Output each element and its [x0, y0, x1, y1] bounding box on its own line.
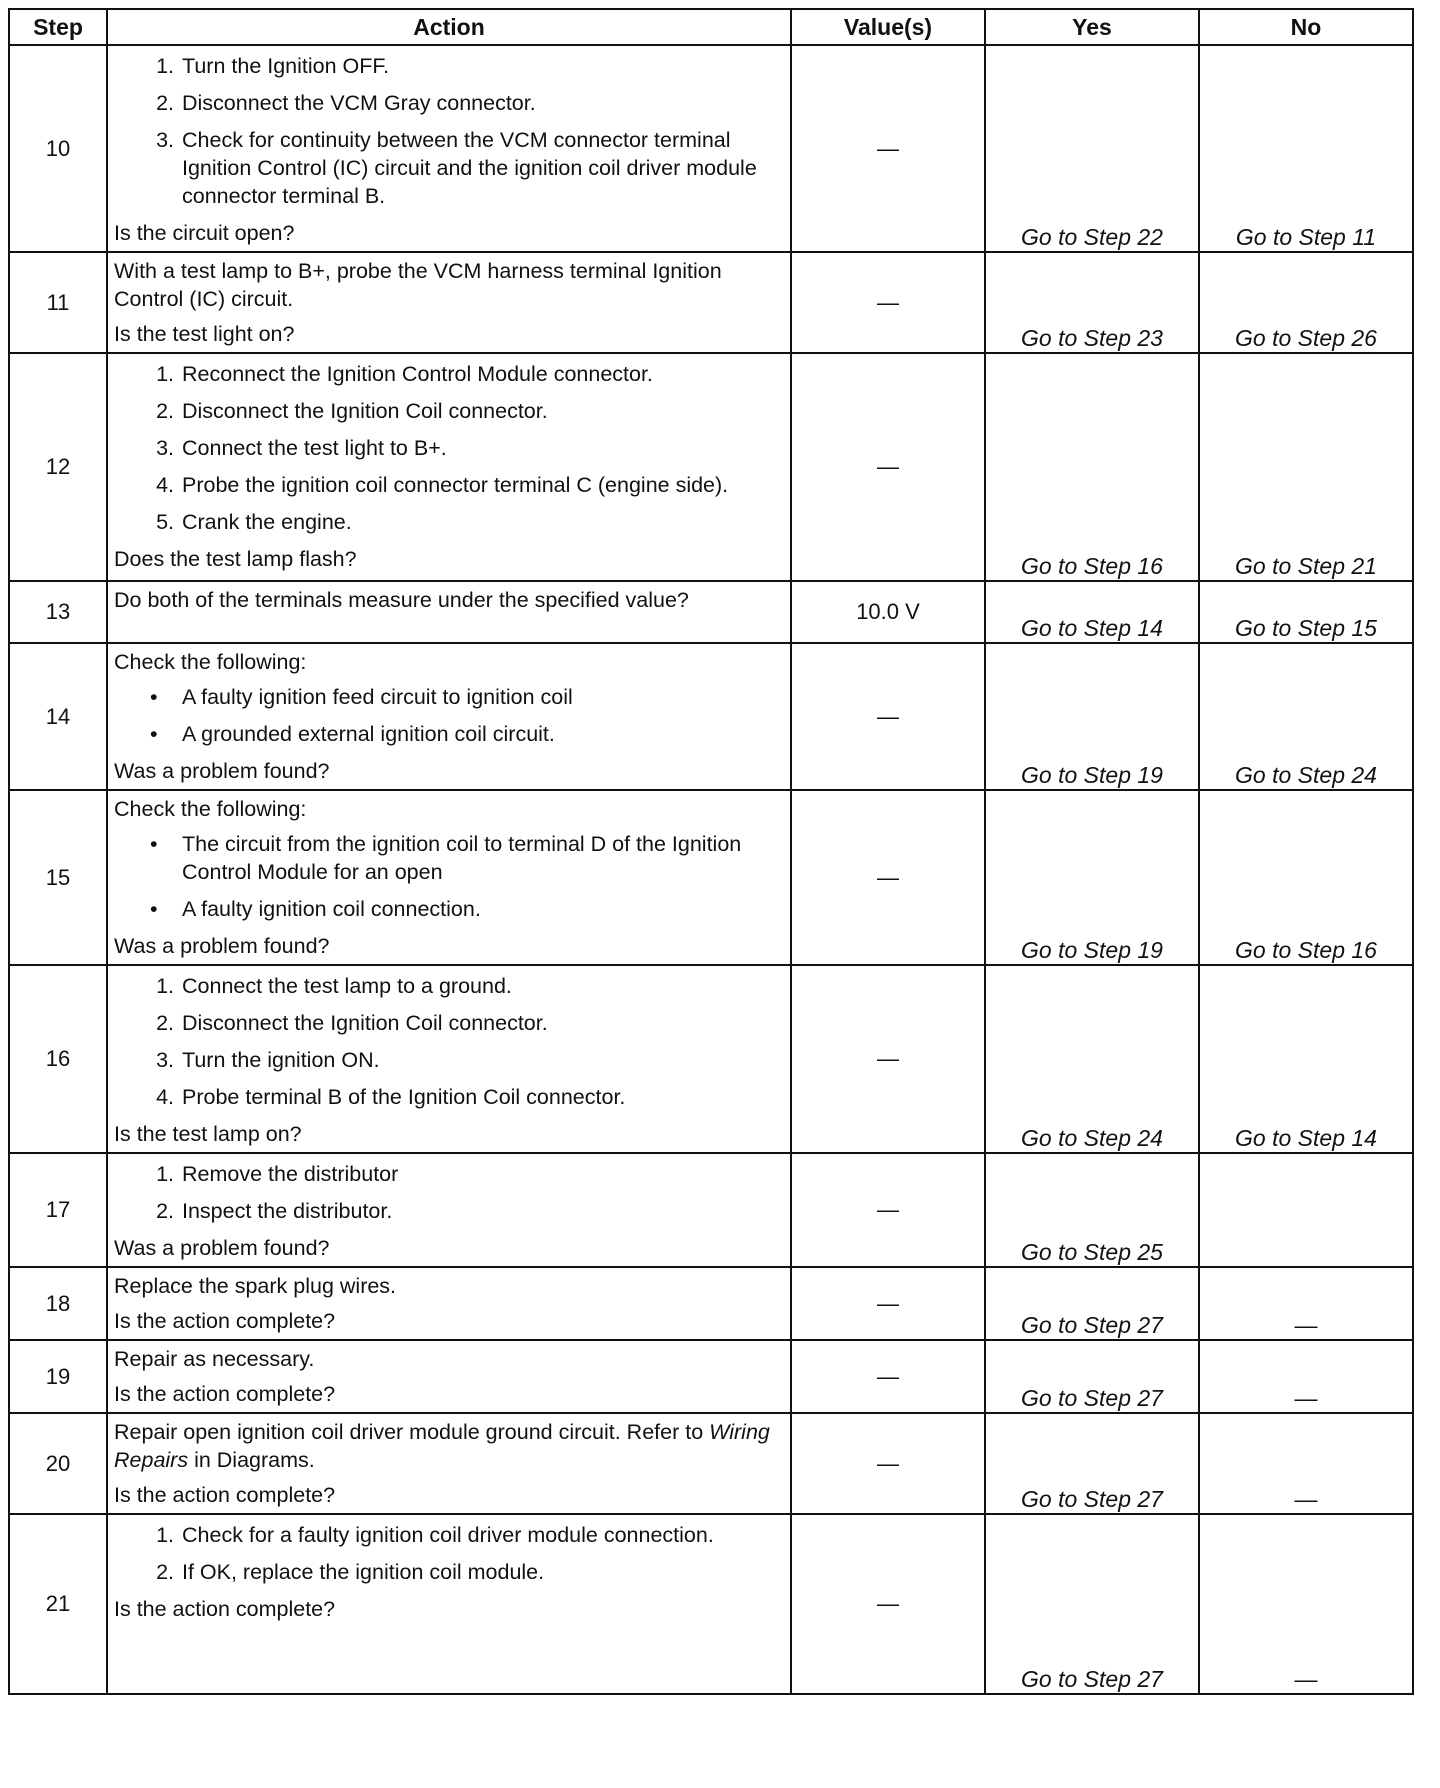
action-cell	[107, 353, 791, 581]
item-number: 2.	[156, 1199, 174, 1223]
no-result: —	[1199, 1514, 1413, 1694]
list-item	[114, 52, 782, 80]
item-text: A faulty ignition feed circuit to ignition coil	[182, 685, 573, 709]
action-question: Is the test lamp on?	[114, 1122, 302, 1146]
table-row	[9, 353, 1413, 581]
action-cell	[107, 1267, 791, 1340]
numbered-steps	[114, 52, 782, 210]
list-item	[114, 895, 782, 923]
action-cell	[107, 1153, 791, 1267]
list-item	[114, 434, 782, 462]
yes-result: Go to Step 16	[985, 353, 1199, 581]
action-cell	[107, 252, 791, 353]
item-text: The circuit from the ignition coil to terminal D of the Ignition Control Module for an open	[182, 832, 742, 884]
item-number: 3.	[156, 128, 174, 152]
list-item	[114, 1009, 782, 1037]
action-cell	[107, 643, 791, 790]
table-row	[9, 965, 1413, 1153]
no-result: Go to Step 24	[1199, 643, 1413, 790]
action-question: Is the test light on?	[114, 322, 295, 346]
header-yes: Yes	[985, 9, 1199, 45]
item-text: Disconnect the Ignition Coil connector.	[182, 399, 548, 423]
yes-result: Go to Step 24	[985, 965, 1199, 1153]
no-result: —	[1199, 1340, 1413, 1413]
no-result: —	[1199, 1413, 1413, 1514]
step-number: 12	[9, 353, 107, 581]
yes-result: Go to Step 22	[985, 45, 1199, 252]
table-row	[9, 45, 1413, 252]
yes-result: Go to Step 27	[985, 1514, 1199, 1694]
item-number: 4.	[156, 473, 174, 497]
table-row	[9, 1267, 1413, 1340]
bullet-list	[114, 830, 782, 923]
item-text: If OK, replace the ignition coil module.	[182, 1560, 545, 1584]
step-number: 16	[9, 965, 107, 1153]
yes-result: Go to Step 19	[985, 790, 1199, 965]
list-item	[114, 89, 782, 117]
value-cell: —	[791, 1514, 985, 1694]
action-intro	[114, 1418, 782, 1474]
action-question: Is the action complete?	[114, 1382, 336, 1406]
action-cell	[107, 1514, 791, 1694]
header-step: Step	[9, 9, 107, 45]
numbered-steps	[114, 972, 782, 1111]
step-number: 19	[9, 1340, 107, 1413]
table-row	[9, 581, 1413, 643]
numbered-steps	[114, 1160, 782, 1225]
item-number: 5.	[156, 510, 174, 534]
action-intro: Do both of the terminals measure under the specified value?	[114, 588, 689, 612]
step-number: 21	[9, 1514, 107, 1694]
list-item	[114, 126, 782, 210]
action-cell	[107, 965, 791, 1153]
yes-result: Go to Step 27	[985, 1267, 1199, 1340]
item-text: Inspect the distributor.	[182, 1199, 393, 1223]
reference-title: Wiring Repairs	[114, 1420, 770, 1472]
action-question: Is the action complete?	[114, 1483, 336, 1507]
step-number: 15	[9, 790, 107, 965]
table-row	[9, 252, 1413, 353]
list-item	[114, 360, 782, 388]
list-item	[114, 471, 782, 499]
item-number: 1.	[156, 974, 174, 998]
header-action: Action	[107, 9, 791, 45]
bullet-icon: •	[150, 897, 158, 921]
no-result: Go to Step 11	[1199, 45, 1413, 252]
value-cell: —	[791, 965, 985, 1153]
item-text: Crank the engine.	[182, 510, 352, 534]
step-number: 10	[9, 45, 107, 252]
item-number: 2.	[156, 91, 174, 115]
yes-result: Go to Step 23	[985, 252, 1199, 353]
step-number: 20	[9, 1413, 107, 1514]
header-values: Value(s)	[791, 9, 985, 45]
item-text: A grounded external ignition coil circuit.	[182, 722, 555, 746]
value-cell: 10.0 V	[791, 581, 985, 643]
value-cell: —	[791, 1153, 985, 1267]
numbered-steps	[114, 360, 782, 536]
item-text: A faulty ignition coil connection.	[182, 897, 481, 921]
item-number: 2.	[156, 1560, 174, 1584]
item-number: 2.	[156, 399, 174, 423]
list-item	[114, 1160, 782, 1188]
value-cell: —	[791, 45, 985, 252]
step-number: 11	[9, 252, 107, 353]
list-item	[114, 1046, 782, 1074]
action-intro: Check the following:	[114, 650, 307, 674]
list-item	[114, 720, 782, 748]
list-item	[114, 1083, 782, 1111]
bullet-icon: •	[150, 685, 158, 709]
action-cell	[107, 1413, 791, 1514]
header-no: No	[1199, 9, 1413, 45]
no-result: Go to Step 16	[1199, 790, 1413, 965]
item-text: Probe terminal B of the Ignition Coil connector.	[182, 1085, 626, 1109]
no-result: Go to Step 15	[1199, 581, 1413, 643]
item-number: 1.	[156, 54, 174, 78]
action-question: Is the action complete?	[114, 1309, 336, 1333]
table-row	[9, 1514, 1413, 1694]
action-intro: With a test lamp to B+, probe the VCM harness terminal Ignition Control (IC) circuit.	[114, 259, 722, 311]
list-item	[114, 1521, 782, 1549]
step-number: 17	[9, 1153, 107, 1267]
value-cell: —	[791, 353, 985, 581]
action-intro: Repair as necessary.	[114, 1347, 315, 1371]
action-question: Is the action complete?	[114, 1597, 336, 1621]
item-text: Disconnect the VCM Gray connector.	[182, 91, 536, 115]
yes-result: Go to Step 19	[985, 643, 1199, 790]
action-intro: Check the following:	[114, 797, 307, 821]
item-text: Turn the ignition ON.	[182, 1048, 380, 1072]
no-result: Go to Step 14	[1199, 965, 1413, 1153]
bullet-icon: •	[150, 722, 158, 746]
value-cell: —	[791, 252, 985, 353]
value-cell: —	[791, 643, 985, 790]
yes-result: Go to Step 25	[985, 1153, 1199, 1267]
yes-result: Go to Step 14	[985, 581, 1199, 643]
list-item	[114, 508, 782, 536]
item-text: Check for a faulty ignition coil driver module connection.	[182, 1523, 714, 1547]
yes-result: Go to Step 27	[985, 1340, 1199, 1413]
table-row	[9, 1340, 1413, 1413]
no-result: Go to Step 21	[1199, 353, 1413, 581]
item-text: Connect the test light to B+.	[182, 436, 447, 460]
list-item	[114, 1197, 782, 1225]
item-text: Remove the distributor	[182, 1162, 399, 1186]
list-item	[114, 1558, 782, 1586]
action-cell	[107, 1340, 791, 1413]
action-cell	[107, 790, 791, 965]
value-cell: —	[791, 1340, 985, 1413]
item-text: Turn the Ignition OFF.	[182, 54, 390, 78]
item-number: 1.	[156, 1162, 174, 1186]
value-cell: —	[791, 1267, 985, 1340]
item-text: Connect the test lamp to a ground.	[182, 974, 512, 998]
step-number: 14	[9, 643, 107, 790]
step-number: 18	[9, 1267, 107, 1340]
item-text: Check for continuity between the VCM connector terminal Ignition Control (IC) circuit and the ignition coil driver module connector terminal B.	[182, 128, 757, 208]
list-item	[114, 683, 782, 711]
action-intro: Replace the spark plug wires.	[114, 1274, 397, 1298]
action-question: Is the circuit open?	[114, 221, 295, 245]
no-result: —	[1199, 1267, 1413, 1340]
action-cell	[107, 581, 791, 643]
item-text: Probe the ignition coil connector terminal C (engine side).	[182, 473, 729, 497]
header-row	[9, 9, 1413, 45]
item-number: 3.	[156, 436, 174, 460]
value-cell: —	[791, 790, 985, 965]
no-result: Go to Step 26	[1199, 252, 1413, 353]
action-cell	[107, 45, 791, 252]
intro-text: in Diagrams.	[188, 1448, 315, 1472]
intro-text: Repair open ignition coil driver module ground circuit. Refer to	[114, 1420, 710, 1444]
bullet-icon: •	[150, 832, 158, 856]
action-question: Does the test lamp flash?	[114, 547, 357, 571]
table-row	[9, 1413, 1413, 1514]
step-number: 13	[9, 581, 107, 643]
list-item	[114, 972, 782, 1000]
action-question: Was a problem found?	[114, 934, 330, 958]
no-result	[1199, 1153, 1413, 1267]
item-number: 1.	[156, 1523, 174, 1547]
list-item	[114, 397, 782, 425]
value-cell: —	[791, 1413, 985, 1514]
item-number: 2.	[156, 1011, 174, 1035]
table-row	[9, 790, 1413, 965]
item-text: Reconnect the Ignition Control Module connector.	[182, 362, 653, 386]
action-question: Was a problem found?	[114, 1236, 330, 1260]
yes-result: Go to Step 27	[985, 1413, 1199, 1514]
item-number: 1.	[156, 362, 174, 386]
numbered-steps	[114, 1521, 782, 1586]
table-row	[9, 643, 1413, 790]
action-question: Was a problem found?	[114, 759, 330, 783]
bullet-list	[114, 683, 782, 748]
table-row	[9, 1153, 1413, 1267]
item-text: Disconnect the Ignition Coil connector.	[182, 1011, 548, 1035]
diagnostic-table	[8, 8, 1414, 1695]
list-item	[114, 830, 782, 886]
item-number: 4.	[156, 1085, 174, 1109]
item-number: 3.	[156, 1048, 174, 1072]
